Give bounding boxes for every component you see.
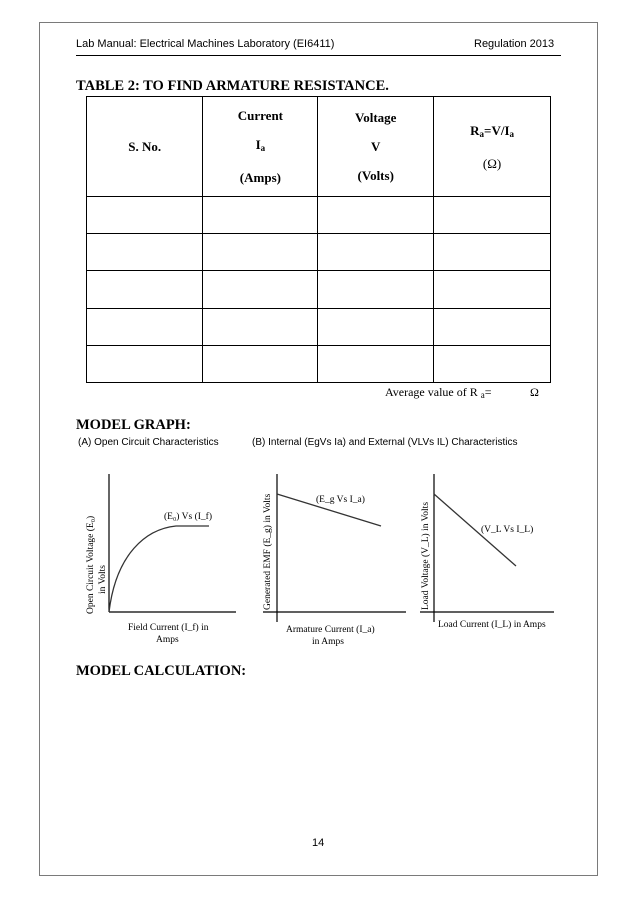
table-cell (318, 197, 434, 234)
table-cell (203, 234, 318, 271)
occ-title: (A) Open Circuit Characteristics (78, 437, 219, 448)
table-row (87, 197, 551, 234)
table-row (87, 271, 551, 308)
table-cell (203, 197, 318, 234)
table-cell (203, 345, 318, 382)
table-cell (87, 197, 203, 234)
model-calculation-heading: MODEL CALCULATION: (76, 663, 247, 679)
occ-graph (85, 474, 236, 645)
table-cell (434, 234, 551, 271)
table-row (87, 234, 551, 271)
occ-x-label-unit: Amps (156, 635, 179, 645)
page-number: 14 (312, 837, 325, 849)
occ-curve-label: (E₀) Vs (I_f) (164, 512, 212, 522)
header-title: Lab Manual: Electrical Machines Laboratory (EI6411) (76, 38, 335, 50)
table-row (87, 345, 551, 382)
table-cell (203, 271, 318, 308)
header-voltage: Voltage V (Volts) (318, 97, 434, 197)
table-cell (87, 345, 203, 382)
table-cell (434, 271, 551, 308)
table-header-row (87, 97, 551, 197)
header-ra: $R_a=V/I_a$ (Ω) (434, 97, 551, 197)
table-cell (318, 308, 434, 345)
table-row (87, 308, 551, 345)
external-characteristics-graph (420, 474, 554, 630)
average-ra-unit: Ω (530, 385, 539, 399)
model-graph-figure (76, 434, 561, 654)
table-cell (203, 308, 318, 345)
table-cell (87, 271, 203, 308)
occ-curve (109, 526, 209, 612)
table-cell (87, 308, 203, 345)
header-regulation: Regulation 2013 (474, 38, 555, 50)
external-x-label: Load Current (I_L) in Amps (438, 620, 546, 630)
load-characteristics-title: (B) Internal (EgVs Ia) and External (VLVs IL) Characteristics (252, 437, 518, 448)
table-cell (434, 197, 551, 234)
internal-x-label: Armature Current (I_a) (286, 625, 375, 635)
table-title: TABLE 2: TO FIND ARMATURE RESISTANCE. (76, 78, 389, 94)
table-cell (318, 271, 434, 308)
armature-resistance-table (86, 96, 551, 383)
internal-x-label-unit: in Amps (312, 637, 344, 647)
table-cell (434, 308, 551, 345)
header-sno: S. No. (87, 97, 203, 197)
occ-y-label-unit: in Volts (98, 565, 108, 594)
model-graph-heading: MODEL GRAPH: (76, 417, 191, 433)
table-cell (318, 234, 434, 271)
table-cell (318, 345, 434, 382)
header-current: Current $I_a$ (Amps) (203, 97, 318, 197)
average-ra-label: Average value of R $_a$= (385, 385, 492, 400)
external-curve-label: (V_L Vs I_L) (481, 525, 534, 535)
header-rule (76, 55, 561, 56)
external-y-label: Load Voltage (V_L) in Volts (421, 501, 431, 610)
internal-characteristics-graph (262, 474, 406, 647)
occ-y-label: Open Circuit Voltage (E₀) (86, 515, 96, 614)
table-cell (434, 345, 551, 382)
internal-curve-label: (E_g Vs I_a) (316, 495, 365, 505)
table-cell (87, 234, 203, 271)
internal-y-label: Generated EMF (E_g) in Volts (263, 493, 273, 610)
occ-x-label: Field Current (I_f) in (128, 623, 209, 633)
